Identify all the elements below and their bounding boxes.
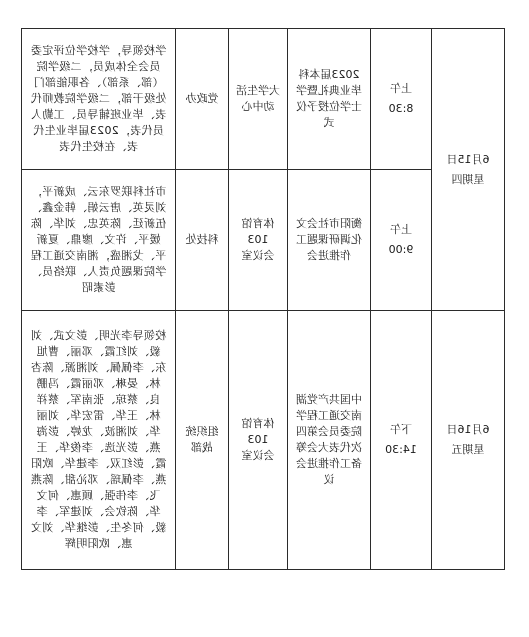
place-line: 会议室 [241,249,275,262]
event-cell: 衡阳市社会文化调研课题工作推进会 [288,170,371,311]
date-cell [432,29,505,311]
organizer-cell: 科技处 [176,170,229,311]
table-row [22,29,505,170]
clock-text: 8:30 [388,102,414,115]
date-cell [432,311,505,570]
period-text: 上午 [390,223,412,236]
place-cell [229,170,288,311]
time-cell [371,311,432,570]
date-text: 6月15日 [446,152,490,166]
clock-text: 14:30 [385,443,417,456]
period-text: 上午 [390,82,412,95]
weekday-text: 星期四 [451,172,485,186]
table-row [22,311,505,570]
place-line: 103 [247,233,269,246]
event-cell: 中国共产党湖南交通工程学院委员会第四次代表大会筹备工作推进会议 [288,311,371,570]
organizer-cell: 组织统战部 [176,311,229,570]
attendees-cell: 市社科联罗东云、成新平，刘灵英、唐云娟、韩金鑫、伍新廷、陈英忠、刘华、陈媛平、许文、廖鼎、夏新平、戈湘盛，湘南交通工程学院课题负责人、联络员、彭素昭 [22,170,176,311]
time-cell [371,170,432,311]
schedule-table [21,28,505,570]
place-cell [229,311,288,570]
organizer-cell: 党政办 [176,29,229,170]
place-line: 体育馆 [241,417,275,430]
date-text: 6月16日 [446,423,490,436]
place-line: 会议室 [241,449,275,462]
attendees-cell: 校领导李光明、彭文武、刘毅、刘红霞、邓丽、曹旭东、李佩佩、刘湘源、陈杏林、晏琳、邓丽霞、冯鹏良、蔡琼、张南军、蔡祥林、王华、雷宏华、刘丽华、刘湘波、龙婷、彭海燕、彭光选、李俊华、王霞、彭红双、李建华、欧阳燕、李佩瑶、邓沁甜、陈燕飞、李伟强、顾惠、何文华、陈钦会、刘建军、李毅、何冬生、彭继华、刘文惠、欧阳明辉 [22,311,176,570]
place-line: 体育馆 [241,217,275,230]
weekday-text: 星期五 [451,443,485,456]
attendees-cell: 学校领导，学校学位评定委员会全体成员，二级学院（部、系部）、各职能部门处级干部，二级学院教师代表、毕业班辅导员、工勤人员代表，2023届毕业生代表、在校生代表 [22,29,176,170]
clock-text: 9:00 [388,243,414,256]
place-line: 103 [247,433,269,446]
time-cell [371,29,432,170]
event-cell: 2023届本科毕业典礼暨学士学位授予仪式 [288,29,371,170]
place-cell: 大学生活动中心 [229,29,288,170]
period-text: 下午 [390,423,412,436]
